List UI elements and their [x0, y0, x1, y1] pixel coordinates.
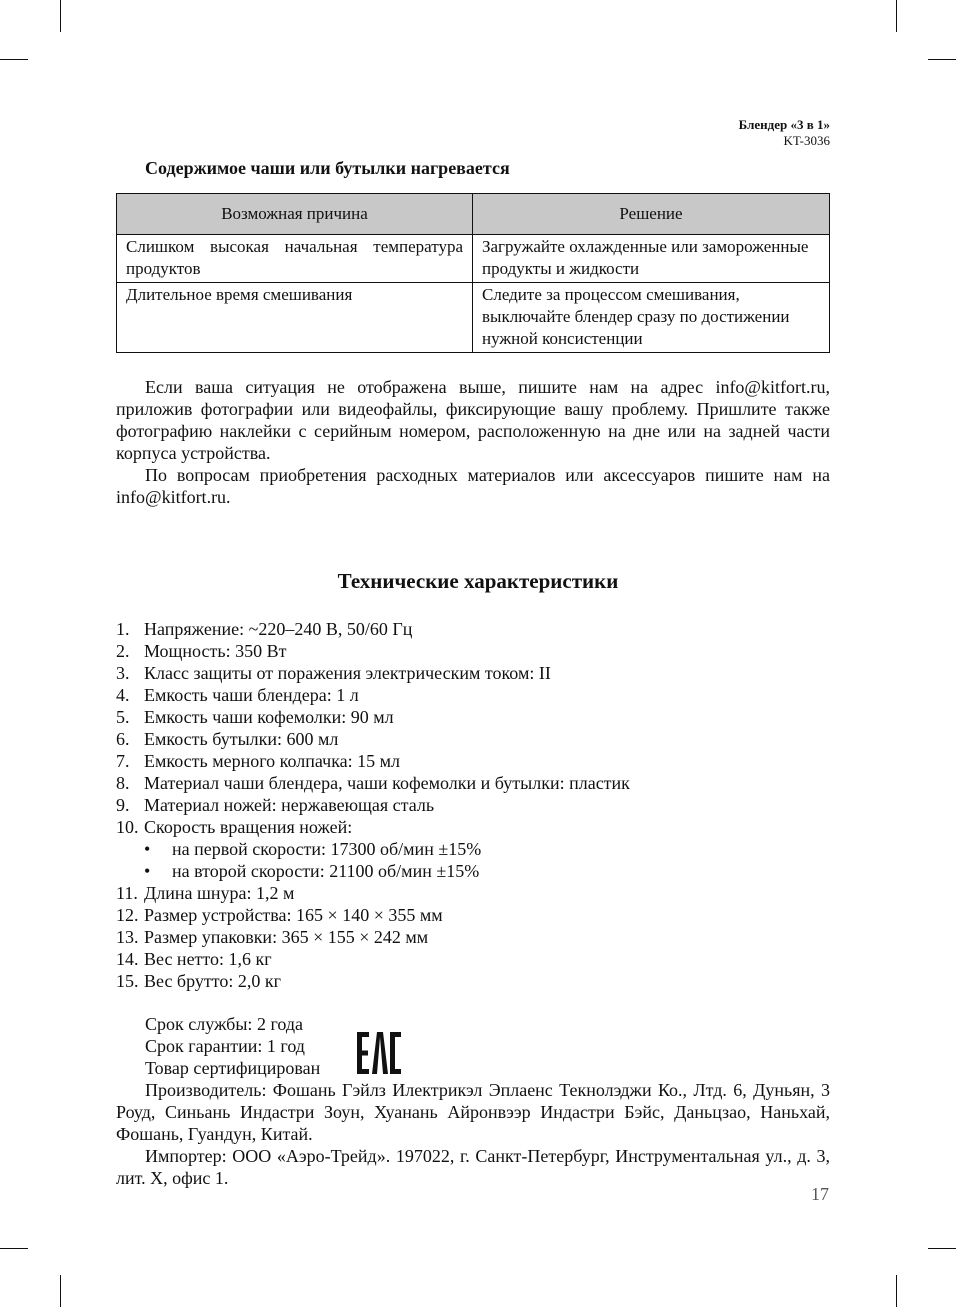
- running-header: [739, 117, 830, 149]
- product-name: Блендер «3 в 1»: [738, 117, 830, 132]
- cause-cell: Длительное время смешивания: [117, 283, 473, 353]
- specs-list: [116, 618, 630, 992]
- list-item: 5. Емкость чаши кофемолки: 90 мл: [116, 707, 394, 727]
- list-sub-item: • на первой скорости: 17300 об/мин ±15%: [144, 839, 482, 859]
- importer-paragraph: Импортер: ООО «Аэро-Трейд». 197022, г. Санкт-Петербург, Инструментальная ул., д. 3, лит. X, офис 1.: [116, 1146, 830, 1188]
- contact-text: [116, 376, 830, 508]
- list-item: 11. Длина шнура: 1,2 м: [116, 883, 295, 903]
- crop-mark: [896, 1275, 897, 1307]
- manufacturer-paragraph: Производитель: Фошань Гэйлз Илектрикэл Эплаенс Текнолэджи Ко., Лтд. 6, Дуньян, 3 Роуд, Синьань Индастри Зоун, Хуанань Айронвээр Индастри Бэйс, Даньцзао, Наньхай, Фошань, Гуандун, Китай.: [116, 1080, 830, 1144]
- table-row: [117, 283, 830, 353]
- troubleshoot-title: Содержимое чаши или бутылки нагревается: [145, 158, 510, 178]
- list-item: 4. Емкость чаши блендера: 1 л: [116, 685, 359, 705]
- service-info: [145, 1013, 320, 1079]
- list-sub-item: • на второй скорости: 21100 об/мин ±15%: [144, 861, 480, 881]
- certification-note: Товар сертифицирован: [145, 1058, 321, 1078]
- solution-cell: Следите за процессом смешивания, выключайте блендер сразу по достижении нужной консистенции: [473, 283, 830, 353]
- warranty-period: Срок гарантии: 1 год: [145, 1036, 305, 1056]
- list-item: 6. Емкость бутылки: 600 мл: [116, 729, 339, 749]
- list-item: 14. Вес нетто: 1,6 кг: [116, 949, 272, 969]
- list-item: 15. Вес брутто: 2,0 кг: [116, 971, 281, 991]
- list-item: 12. Размер устройства: 165 × 140 × 355 мм: [116, 905, 443, 925]
- list-item: 13. Размер упаковки: 365 × 155 × 242 мм: [116, 927, 429, 947]
- cause-cell: Слишком высокая начальная температура продуктов: [117, 235, 473, 283]
- troubleshoot-table: [116, 193, 830, 353]
- crop-mark: [60, 1275, 61, 1307]
- list-item: 10. Скорость вращения ножей:: [116, 817, 353, 837]
- column-header-solution: Решение: [473, 194, 830, 235]
- crop-mark: [0, 59, 28, 60]
- list-item: 7. Емкость мерного колпачка: 15 мл: [116, 751, 401, 771]
- company-info: [116, 1079, 830, 1189]
- list-item: 3. Класс защиты от поражения электрическим током: II: [116, 663, 551, 683]
- column-header-cause: Возможная причина: [117, 194, 473, 235]
- list-item: 8. Материал чаши блендера, чаши кофемолки и бутылки: пластик: [116, 773, 630, 793]
- model-number: KT-3036: [783, 133, 830, 148]
- list-item: 9. Материал ножей: нержавеющая сталь: [116, 795, 435, 815]
- service-life: Срок службы: 2 года: [145, 1014, 304, 1034]
- page-number: 17: [811, 1184, 829, 1204]
- table-header-row: [117, 194, 830, 235]
- accessories-paragraph: По вопросам приобретения расходных материалов или аксессуаров пишите нам на info@kitfort.ru.: [116, 465, 830, 507]
- crop-mark: [928, 1248, 956, 1249]
- solution-cell: Загружайте охлажденные или замороженные продукты и жидкости: [473, 235, 830, 283]
- contact-paragraph: Если ваша ситуация не отображена выше, пишите нам на адрес info@kitfort.ru, приложив фотографии или видеофайлы, фиксирующие вашу проблему. Пришлите также фотографию наклейки с серийным номером, расположенную на дне или на задней части корпуса устройства.: [116, 377, 830, 463]
- list-item: 2. Мощность: 350 Вт: [116, 641, 287, 661]
- crop-mark: [0, 1248, 28, 1249]
- eac-mark-icon: [357, 1032, 401, 1074]
- list-item: 1. Напряжение: ~220–240 В, 50/60 Гц: [116, 619, 413, 639]
- crop-mark: [896, 0, 897, 32]
- specs-title: Технические характеристики: [337, 569, 619, 593]
- crop-mark: [928, 59, 956, 60]
- table-row: [117, 235, 830, 283]
- crop-mark: [60, 0, 61, 32]
